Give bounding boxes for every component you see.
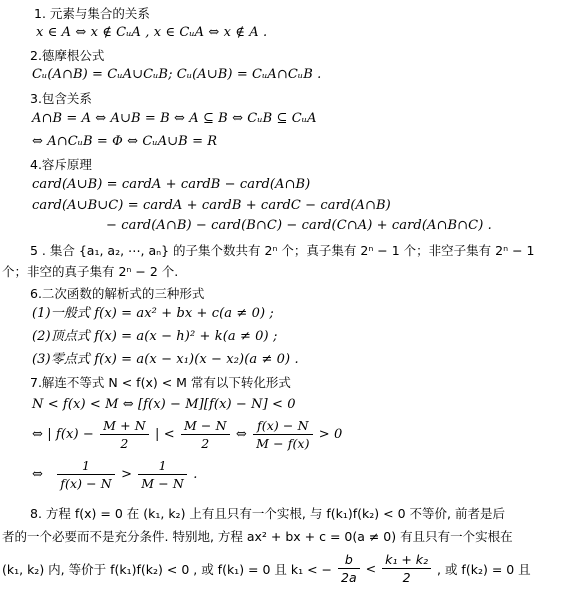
section-1-title: 1. 元素与集合的关系 — [34, 6, 150, 21]
section-1-formula: x ∈ A ⇔ x ∉ CᵤA , x ∈ CᵤA ⇔ x ∉ A . — [36, 25, 268, 40]
section-8-line-3 — [2, 552, 531, 585]
section-2-title: 2.德摩根公式 — [30, 48, 105, 63]
line-3-mid: < — [365, 561, 377, 576]
section-7-formula-1: N < f(x) < M ⇔ [f(x) − M][f(x) − N] < 0 — [32, 397, 296, 412]
section-7-formula-3 — [32, 458, 197, 491]
section-3-formula-2: ⇔ A∩CᵤB = Φ ⇔ CᵤA∪B = R — [32, 134, 218, 149]
formula-2-mid: | < — [155, 427, 175, 442]
section-5-line-1: 5 . 集合 {a₁, a₂, ⋯, aₙ} 的子集个数共有 2ⁿ 个；真子集有 2ⁿ − 1 个；非空子集有 2ⁿ − 1 — [30, 243, 535, 258]
line-3-tail: , 或 f(k₂) = 0 且 — [437, 561, 531, 577]
section-8-line-2: 者的一个必要而不是充分条件. 特别地, 方程 ax² + bx + c = 0(a ≠ 0) 有且只有一个实根在 — [2, 529, 513, 544]
section-4-formula-3: − card(A∩B) − card(B∩C) − card(C∩A) + card(A∩B∩C) . — [106, 218, 492, 233]
section-3-title: 3.包含关系 — [30, 91, 92, 106]
section-7-title: 7.解连不等式 N < f(x) < M 常有以下转化形式 — [30, 375, 291, 390]
section-6-form-1: (1)一般式 f(x) = ax² + bx + c(a ≠ 0) ; — [32, 306, 274, 321]
fraction-1-over-fx-minus-n: $\frac{1}{f(x) - N}$ — [57, 458, 115, 491]
line-3-prefix: (k₁, k₂) 内, 等价于 f(k₁)f(k₂) < 0 , 或 f(k₁) = 0 且 k₁ < − — [2, 561, 333, 577]
section-6-title: 6.二次函数的解析式的三种形式 — [30, 286, 205, 301]
fraction-k1-plus-k2-over-2: $\frac{\text{k₁ + k₂}}{2}$ — [382, 552, 431, 585]
formula-2-arrow: ⇔ — [235, 427, 247, 442]
formula-3-tail: . — [193, 467, 198, 482]
section-7-formula-2 — [32, 418, 342, 451]
formula-2-prefix: ⇔ | f(x) − — [32, 427, 94, 442]
section-4-formula-2: card(A∪B∪C) = cardA + cardB + cardC − card(A∩B) — [32, 198, 391, 213]
section-6-form-3: (3)零点式 f(x) = a(x − x₁)(x − x₂)(a ≠ 0) . — [32, 352, 299, 367]
fraction-1-over-m-minus-n: $\frac{1}{M - N}$ — [138, 458, 187, 491]
formula-3-mid: > — [121, 467, 133, 482]
fraction-b-over-2a: $\frac{b}{2a}$ — [338, 552, 360, 585]
formula-2-tail: > 0 — [318, 427, 343, 442]
section-2-formula: Cᵤ(A∩B) = CᵤA∪CᵤB; Cᵤ(A∪B) = CᵤA∩CᵤB . — [32, 67, 322, 82]
fraction-m-plus-n-over-2: $\frac{M + N}{2}$ — [100, 418, 149, 451]
fraction-fx-minus-n-over-m-minus-fx: $\frac{f(x) - N}{M - f(x)}$ — [253, 418, 312, 451]
fraction-m-minus-n-over-2: $\frac{M - N}{2}$ — [181, 418, 230, 451]
section-3-formula-1: A∩B = A ⇔ A∪B = B ⇔ A ⊆ B ⇔ CᵤB ⊆ CᵤA — [32, 111, 317, 126]
section-4-formula-1: card(A∪B) = cardA + cardB − card(A∩B) — [32, 177, 311, 192]
formula-3-prefix: ⇔ — [32, 467, 43, 482]
section-4-title: 4.容斥原理 — [30, 157, 92, 172]
section-6-form-2: (2)顶点式 f(x) = a(x − h)² + k(a ≠ 0) ; — [32, 329, 278, 344]
section-8-line-1: 8. 方程 f(x) = 0 在 (k₁, k₂) 上有且只有一个实根, 与 f(k₁)f(k₂) < 0 不等价, 前者是后 — [30, 506, 505, 521]
section-5-line-2: 个；非空的真子集有 2ⁿ − 2 个. — [2, 264, 179, 279]
